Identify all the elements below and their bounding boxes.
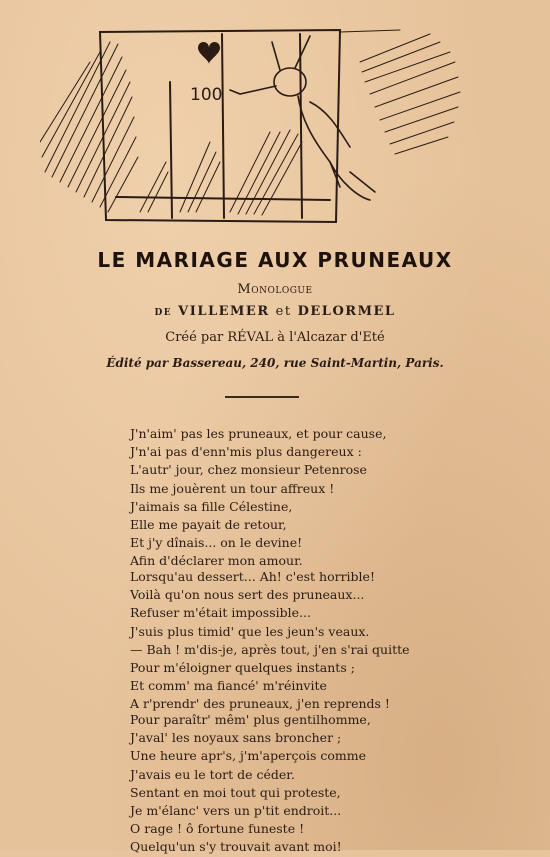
verse-line: J'suis plus timid' que les jeun's veaux. (130, 623, 370, 639)
verse-line: J'n'aim' pas les pruneaux, et pour cause, (130, 426, 387, 441)
verse-line: J'aimais sa fille Célestine, (130, 498, 293, 514)
verse-line: J'n'ai pas d'enn'mis plus dangereux : (130, 444, 362, 460)
verse-line: J'aval' les noyaux sans broncher ; (130, 730, 342, 746)
verse-line: Ils me jouèrent un tour affreux ! (130, 480, 335, 496)
verse-line: Et j'y dînais... on le devine! (130, 535, 303, 551)
verse-line: Lorsqu'au dessert... Ah! c'est horrible! (130, 569, 375, 584)
publisher-line: Édité par Bassereau, 240, rue Saint-Martin, Paris. (106, 356, 444, 370)
verse-line: O rage ! ô fortune funeste ! (130, 821, 305, 837)
verse-line: J'avais eu le tort de céder. (130, 766, 295, 782)
verse-line: Quelqu'un s'y trouvait avant moi! (130, 839, 342, 855)
verse-line: Pour m'éloigner quelques instants ; (130, 660, 355, 676)
door (100, 30, 340, 222)
verse-line: Voilà qu'on nous sert des pruneaux... (130, 587, 365, 603)
stanza (130, 568, 430, 714)
verse-line: L'autr' jour, chez monsieur Petenrose (130, 462, 367, 478)
verse-line: Sentant en moi tout qui proteste, (130, 784, 341, 800)
divider (225, 396, 299, 398)
hatching-door (140, 130, 302, 215)
verse-line: Une heure apr's, j'm'aperçois comme (130, 748, 366, 764)
verse-line: Afin d'déclarer mon amour. (130, 553, 303, 569)
author-2: DELORMEL (297, 304, 396, 319)
authors-line (0, 304, 550, 319)
verse-line: Elle me payait de retour, (130, 517, 287, 533)
verse-line: A r'prendr' des pruneaux, j'en reprends ! (130, 696, 390, 712)
hatching-right (340, 30, 460, 154)
hatching-left (40, 42, 138, 212)
genre-label: Monologue (237, 282, 313, 297)
verse-line: Pour paraîtr' mêm' plus gentilhomme, (130, 712, 371, 727)
author-1: VILLEMER (178, 304, 270, 319)
heart-icon (198, 42, 220, 64)
verse-line: Et comm' ma fiancé' m'réinvite (130, 678, 327, 694)
created-by-line: Créé par RÉVAL à l'Alcazar d'Eté (165, 330, 385, 345)
verse-line: Je m'élanc' vers un p'tit endroit... (130, 803, 342, 819)
header-illustration (40, 22, 470, 232)
stanza (130, 425, 430, 571)
verse-line: Refuser m'était impossible... (130, 605, 311, 621)
door-number: 100 (190, 85, 223, 105)
verse-line: — Bah ! m'dis-je, après tout, j'en s'rai quitte (130, 641, 410, 657)
stanza (130, 711, 430, 857)
authors-prefix: de (154, 304, 173, 319)
authors-join: et (275, 304, 292, 319)
page-title: LE MARIAGE AUX PRUNEAUX (97, 248, 453, 272)
